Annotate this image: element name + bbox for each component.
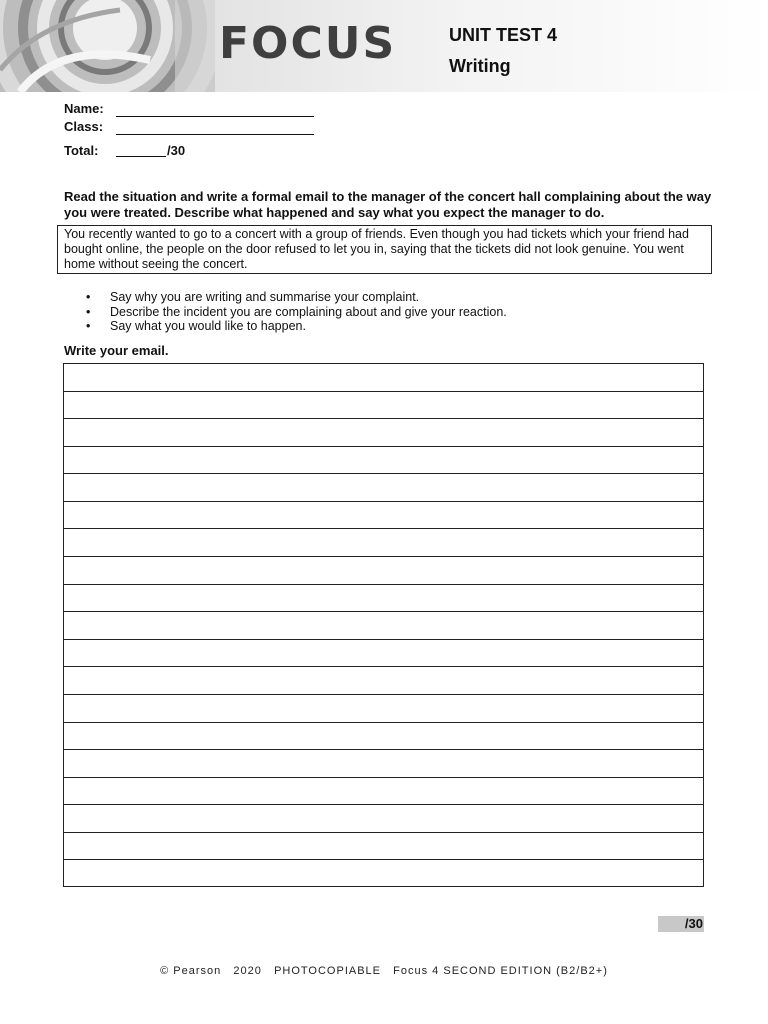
writing-line[interactable] [64, 557, 703, 585]
writing-line[interactable] [64, 474, 703, 502]
section-title: Writing [449, 56, 511, 76]
writing-line[interactable] [64, 805, 703, 833]
bullet-icon: • [86, 319, 91, 333]
name-field[interactable] [116, 102, 314, 117]
total-score-field[interactable] [116, 142, 166, 157]
focus-logo-text: FOCUS [219, 18, 397, 69]
unit-title: UNIT TEST 4 [449, 25, 558, 45]
writing-line[interactable] [64, 529, 703, 557]
page-footer: © Pearson 2020 PHOTOCOPIABLE Focus 4 SECOND EDITION (B2/B2+) [160, 965, 608, 977]
writing-line[interactable] [64, 447, 703, 475]
list-item [86, 290, 507, 305]
writing-line[interactable] [64, 667, 703, 695]
page-header [0, 0, 768, 92]
writing-line[interactable] [64, 364, 703, 392]
task-instructions: Read the situation and write a formal email to the manager of the concert hall complaining about the way you were treated. Describe what happened and say what you expect the manager to do. [64, 189, 712, 220]
writing-line[interactable] [64, 723, 703, 751]
total-label: Total: [64, 143, 99, 158]
writing-line[interactable] [64, 392, 703, 420]
email-writing-area[interactable] [63, 363, 704, 887]
writing-line[interactable] [64, 419, 703, 447]
situation-box: You recently wanted to go to a concert with a group of friends. Even though you had tickets which your friend had bought online, the people on the door refused to let you in, saying that the tickets did not look genuine. You went home without seeing the concert. [57, 225, 712, 274]
bullet-icon: • [86, 290, 91, 304]
focus-logo-swirl-graphic [0, 0, 215, 92]
task-text: Say what you would like to happen. [110, 319, 306, 333]
task-bullet-list [86, 290, 507, 334]
writing-line[interactable] [64, 640, 703, 668]
writing-line[interactable] [64, 833, 703, 861]
writing-line[interactable] [64, 695, 703, 723]
bullet-icon: • [86, 304, 91, 319]
list-item [86, 305, 507, 320]
class-field[interactable] [116, 120, 314, 135]
writing-line[interactable] [64, 750, 703, 778]
writing-line[interactable] [64, 860, 703, 888]
write-email-label: Write your email. [64, 343, 169, 358]
total-max-score: /30 [167, 143, 186, 158]
task-text: Say why you are writing and summarise your complaint. [110, 290, 420, 304]
writing-line[interactable] [64, 778, 703, 806]
writing-line[interactable] [64, 585, 703, 613]
list-item [86, 319, 507, 334]
writing-line[interactable] [64, 502, 703, 530]
section-score-box: /30 [658, 916, 704, 932]
name-label: Name: [64, 101, 104, 116]
task-text: Describe the incident you are complaining about and give your reaction. [110, 304, 507, 319]
writing-line[interactable] [64, 612, 703, 640]
class-label: Class: [64, 119, 104, 134]
